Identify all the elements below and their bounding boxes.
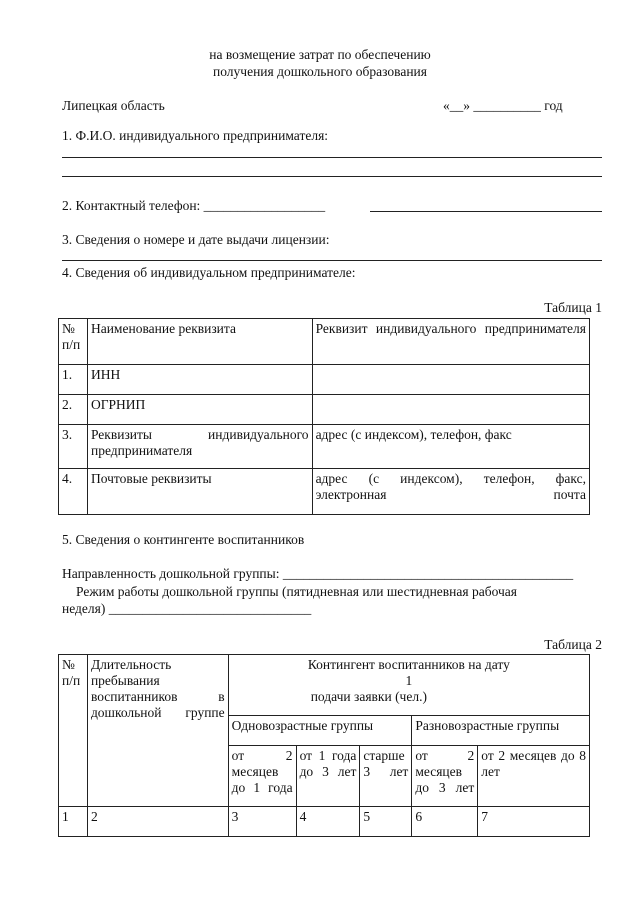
table-2-caption: Таблица 2	[544, 637, 602, 652]
t2-col-number-5: 5	[360, 807, 412, 837]
date-close-quote: »	[463, 98, 470, 113]
t2-col-number-2: 2	[87, 807, 228, 837]
date-open-quote: «	[443, 98, 450, 113]
t2-contingent-line-1: Контингент воспитанников на дату	[307, 657, 510, 672]
fio-line-2[interactable]	[62, 176, 602, 177]
t1-header-name: Наименование реквизита	[87, 319, 312, 365]
t2-contingent-line-2: подачи заявки (чел.)	[310, 689, 427, 704]
group-focus-blank[interactable]: ___________________________________________	[282, 566, 574, 581]
t2-col-number-4: 4	[296, 807, 360, 837]
t2-header-sub-5: от 2 месяцев до 8 лет	[478, 746, 590, 807]
table-row	[59, 807, 590, 837]
t2-header-duration: Длительность пребывания воспитанников в дошкольной группе	[87, 655, 228, 807]
date-day-blank[interactable]: __	[449, 98, 464, 113]
t1-row-2-num: 2.	[59, 395, 88, 425]
fio-line-1[interactable]	[62, 157, 602, 158]
work-mode-blank[interactable]: ______________________________	[108, 601, 312, 616]
group-focus	[62, 566, 573, 582]
work-mode-line-1: Режим работы дошкольной группы (пятидневная или шестидневная рабочая	[76, 584, 517, 599]
table-row	[59, 365, 590, 395]
t2-header-sub-1: от 2 месяцев до 1 года	[228, 746, 296, 807]
date-month-blank[interactable]: __________	[473, 98, 541, 113]
section-2-phone	[62, 198, 325, 214]
t1-row-1-value[interactable]	[312, 365, 589, 395]
license-line[interactable]	[62, 260, 602, 261]
phone-line[interactable]	[370, 211, 602, 212]
t2-header-mixed-age: Разновозрастные группы	[412, 716, 590, 746]
t2-header-sub-3: старше 3 лет	[360, 746, 412, 807]
phone-blank[interactable]: __________________	[203, 198, 326, 213]
t2-header-contingent	[228, 655, 589, 716]
t2-header-sub-4: от 2 месяцев до 3 лет	[412, 746, 478, 807]
section-3-title: 3. Сведения о номере и дате выдачи лицензии:	[62, 232, 330, 247]
table-2	[58, 654, 590, 837]
work-mode-week-label: неделя)	[62, 601, 106, 616]
section-1-title: 1. Ф.И.О. индивидуального предпринимателя:	[62, 128, 329, 143]
t1-row-3-value[interactable]: адрес (с индексом), телефон, факс	[312, 425, 589, 469]
t1-row-1-name: ИНН	[87, 365, 312, 395]
t1-row-2-name: ОГРНИП	[87, 395, 312, 425]
section-4-title: 4. Сведения об индивидуальном предпринимателе:	[62, 265, 356, 280]
t2-col-number-1: 1	[59, 807, 88, 837]
date-field[interactable]	[443, 98, 563, 114]
t1-row-4-num: 4.	[59, 469, 88, 515]
t1-row-4-value[interactable]: адрес (с индексом), телефон, факс, электронная почта	[312, 469, 589, 515]
t1-row-2-value[interactable]	[312, 395, 589, 425]
t1-row-3-name: Реквизиты индивидуального предпринимателя	[87, 425, 312, 469]
phone-label: 2. Контактный телефон:	[62, 198, 201, 213]
table-1	[58, 318, 590, 515]
t1-row-4-name: Почтовые реквизиты	[87, 469, 312, 515]
t2-col-number-7: 7	[478, 807, 590, 837]
t2-header-num: № п/п	[59, 655, 88, 807]
date-year-word: год	[544, 98, 563, 113]
t2-col-number-3: 3	[228, 807, 296, 837]
t1-header-value: Реквизит индивидуального предпринимателя	[312, 319, 589, 365]
heading-line-1: на возмещение затрат по обеспечению	[209, 47, 431, 62]
t2-col-number-6: 6	[412, 807, 478, 837]
t1-header-num: № п/п	[59, 319, 88, 365]
table-row	[59, 469, 590, 515]
region-label: Липецкая область	[62, 98, 165, 113]
section-5-title: 5. Сведения о контингенте воспитанников	[62, 532, 305, 547]
work-mode-line-2	[62, 601, 311, 617]
t2-header-sub-2: от 1 года до 3 лет	[296, 746, 360, 807]
group-focus-label: Направленность дошкольной группы:	[62, 566, 280, 581]
heading-line-2: получения дошкольного образования	[213, 64, 427, 79]
t1-row-3-num: 3.	[59, 425, 88, 469]
t2-header-same-age: Одновозрастные группы	[228, 716, 412, 746]
table-1-caption: Таблица 1	[544, 300, 602, 315]
table-row	[59, 395, 590, 425]
table-row	[59, 425, 590, 469]
t1-row-1-num: 1.	[59, 365, 88, 395]
t2-contingent-footnote: 1	[405, 673, 413, 688]
